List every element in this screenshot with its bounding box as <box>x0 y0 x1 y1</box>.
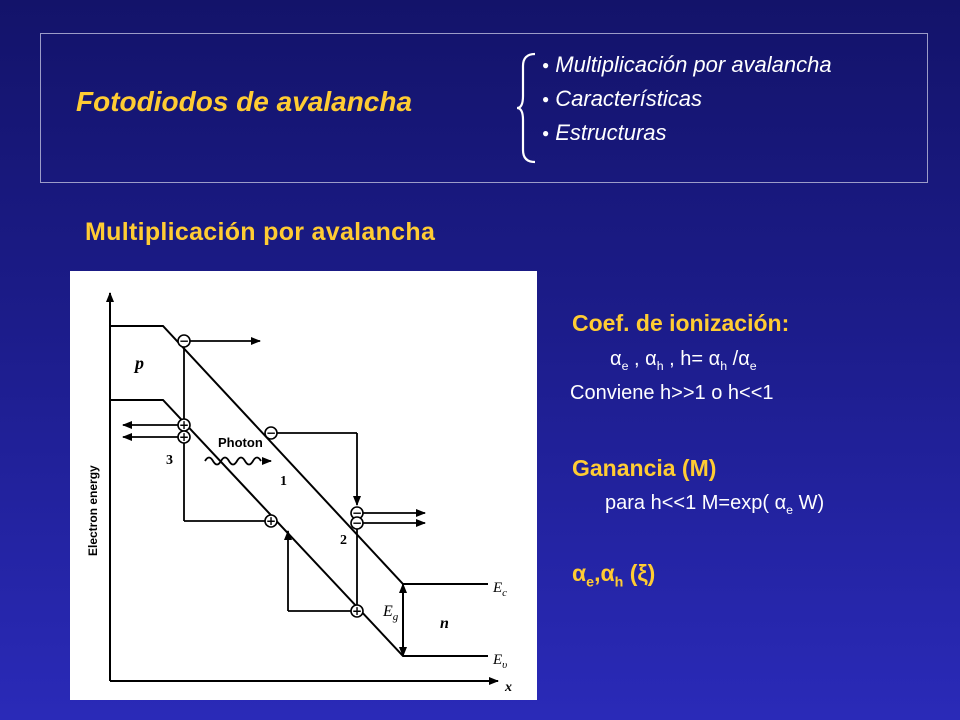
svg-text:−: − <box>178 334 190 348</box>
svg-text:−: − <box>351 516 363 530</box>
process-3-label: 3 <box>166 453 173 468</box>
brace-icon <box>515 52 539 164</box>
svg-text:+: + <box>178 430 190 444</box>
ev-label: $E_\upsilon$ <box>493 652 508 671</box>
svg-text:−: − <box>265 426 277 440</box>
x-axis-label: x <box>505 680 512 695</box>
ec-label: $E_c$ <box>493 580 508 599</box>
eg-label: $E_g$ <box>383 603 399 623</box>
n-region-label: n <box>440 615 449 632</box>
section-title: Multiplicación por avalancha <box>85 218 436 246</box>
photon-label: Photon <box>218 435 263 450</box>
process-2-label: 2 <box>340 533 347 548</box>
bullet-item: ● Multiplicación por avalancha <box>542 50 832 84</box>
y-axis-label: Electron energy <box>86 465 100 556</box>
process-1-label: 1 <box>280 474 287 489</box>
coef-title: Coef. de ionización: <box>572 310 790 336</box>
p-region-label: p <box>135 353 144 373</box>
gain-formula: para h<<1 M=exp( $\alpha_e$ W) <box>605 492 825 517</box>
alpha-xi-formula: $\alpha_e,\alpha_h$ (ξ) <box>572 560 656 591</box>
conviene-text: Conviene h>>1 o h<<1 <box>570 382 774 404</box>
bullet-dot-icon: ● <box>542 126 550 140</box>
coef-formula: $\alpha_e$ , $\alpha_h$ , $h= \alpha_h$ $/\alpha_e$ <box>610 348 757 373</box>
header-title: Fotodiodos de avalancha <box>76 86 413 117</box>
svg-text:−: − <box>351 506 363 520</box>
svg-text:+: + <box>351 604 363 618</box>
band-diagram <box>70 271 537 700</box>
band-diagram-figure <box>70 271 537 700</box>
bullet-item: ● Estructuras <box>542 118 832 152</box>
svg-text:+: + <box>178 418 190 432</box>
photon-wave-icon <box>205 458 261 465</box>
bullet-item: ● Características <box>542 84 832 118</box>
header-bullets <box>542 50 832 152</box>
svg-text:+: + <box>265 514 277 528</box>
bullet-dot-icon: ● <box>542 58 550 72</box>
ganancia-title: Ganancia (M) <box>572 455 717 481</box>
bullet-dot-icon: ● <box>542 92 550 106</box>
